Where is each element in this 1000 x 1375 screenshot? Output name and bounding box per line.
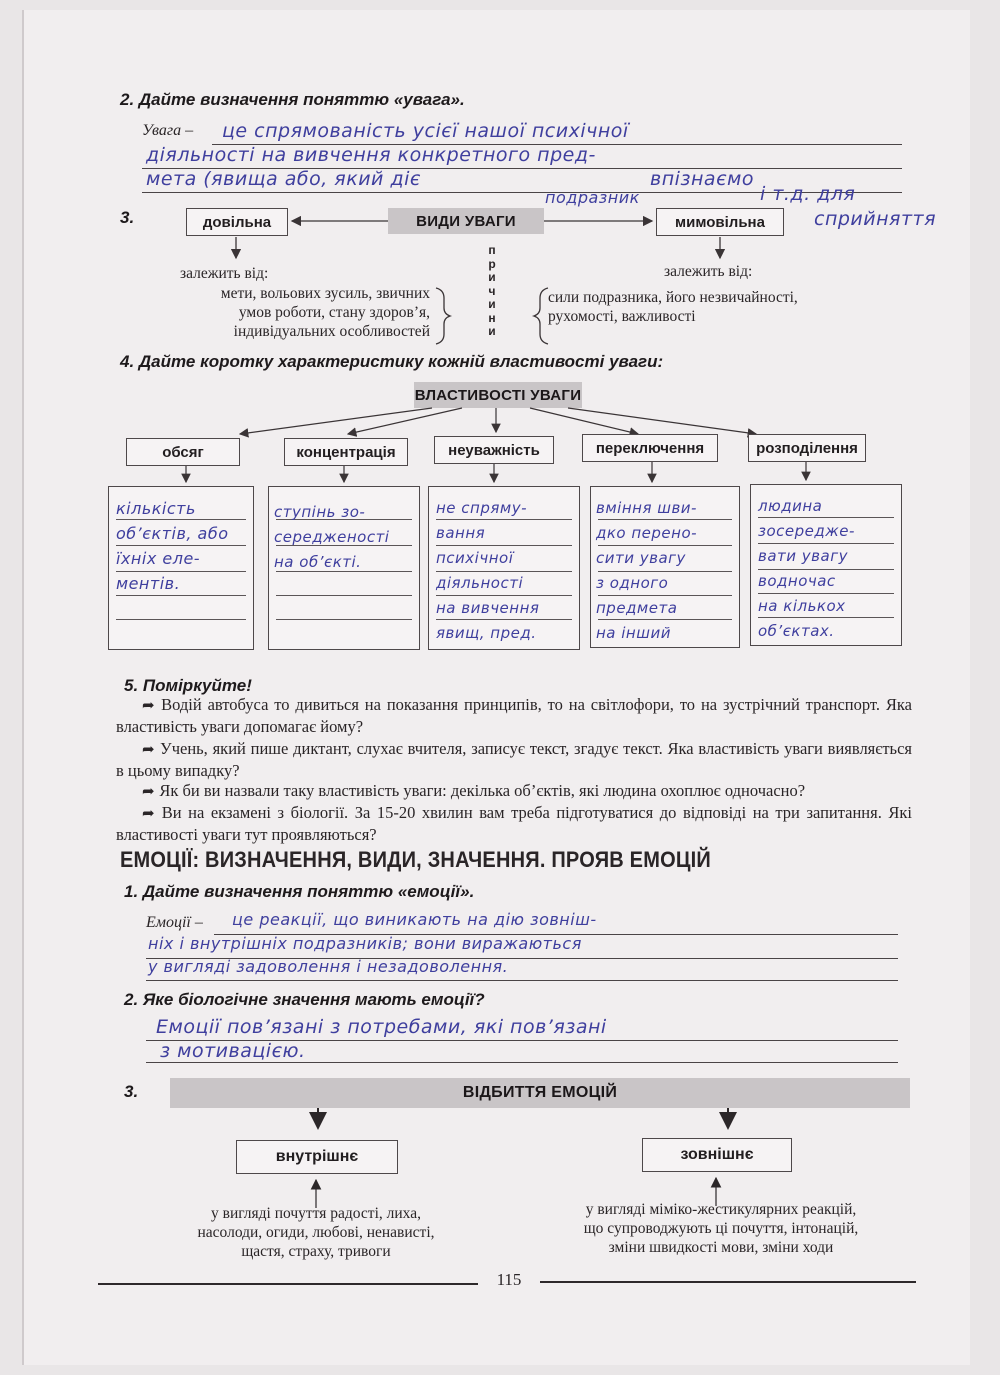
hw-line: вміння шви- bbox=[596, 499, 697, 517]
hw-line: вання bbox=[436, 524, 486, 542]
desc-line: що супроводжують ці почуття, інтонацій, bbox=[583, 1220, 859, 1237]
q5-item-text: Як би ви назвали таку властивість уваги: декілька об’єктів, які людина охоплює одночасно? bbox=[159, 781, 806, 800]
arrow-icon: ➦ bbox=[142, 804, 162, 822]
emotions-q1-label: Емоції – bbox=[146, 914, 203, 931]
emotions-q3-number: 3. bbox=[124, 1082, 139, 1101]
page-number: 115 bbox=[496, 1270, 522, 1289]
desc-line: щастя, страху, тривоги bbox=[241, 1243, 391, 1260]
q3-number: 3. bbox=[120, 208, 135, 227]
q2-handwriting-line: діяльності на вивчення конкретного пред- bbox=[146, 144, 596, 166]
hw-line: водночас bbox=[758, 572, 836, 590]
cause-line: рухомості, важливості bbox=[548, 308, 696, 325]
emotions-q1-hw-line: ніх і внутрішніх подразників; вони виражаються bbox=[148, 934, 582, 953]
hw-line: на об’єкті. bbox=[274, 553, 362, 571]
vertical-letter: р bbox=[488, 256, 496, 271]
property-label-concentration: концентрація bbox=[284, 438, 408, 466]
hw-line: психічної bbox=[436, 549, 514, 567]
hw-line: ментів. bbox=[116, 574, 181, 593]
hw-line: з одного bbox=[596, 574, 669, 592]
arrow-icon: ➦ bbox=[142, 740, 161, 758]
arrow-icon: ➦ bbox=[142, 696, 162, 714]
q2-handwriting-line: впізнаємо bbox=[650, 168, 754, 190]
q2-handwriting-line: це спрямованість усієї нашої психічної bbox=[222, 120, 629, 142]
involuntary-depends-label: залежить від: bbox=[664, 263, 753, 280]
emotions-q2-hw-line: Емоції пов’язані з потребами, які пов’язані bbox=[156, 1016, 607, 1038]
hw-line: вати увагу bbox=[758, 547, 848, 565]
voluntary-depends-label: залежить від: bbox=[180, 265, 269, 282]
hw-line: об’єктах. bbox=[758, 622, 835, 640]
q5-item-text: Учень, який пише диктант, слухає вчителя, записує текст, згадує текст. Яка властивість уваги виявляється в цьому випадку? bbox=[116, 739, 912, 780]
inner-expression-box: внутрішнє bbox=[236, 1140, 398, 1174]
q5-item-text: Ви на екзамені з біології. За 15-20 хвилин вам треба підготуватися до відповіді на три запитання. Які властивості уваги тут проявляються? bbox=[116, 803, 912, 844]
hw-line: на вивчення bbox=[436, 599, 540, 617]
cause-line: індивідуальних особливостей bbox=[233, 323, 430, 340]
desc-line: у вигляді почуття радості, лиха, bbox=[211, 1205, 421, 1222]
involuntary-box: мимовільна bbox=[656, 208, 784, 236]
hw-line: предмета bbox=[596, 599, 678, 617]
emotions-q1-title: 1. Дайте визначення поняттю «емоції». bbox=[124, 882, 475, 901]
hw-line: їхніх еле- bbox=[116, 549, 201, 568]
footer-rule-left bbox=[98, 1283, 478, 1285]
emotion-reflection-banner: ВІДБИТТЯ ЕМОЦІЙ bbox=[170, 1078, 910, 1108]
vertical-letter: п bbox=[488, 243, 496, 257]
attention-properties-banner: ВЛАСТИВОСТІ УВАГИ bbox=[414, 382, 582, 408]
hw-line: середженості bbox=[274, 528, 390, 546]
hw-line: сити увагу bbox=[596, 549, 686, 567]
hw-line: не спряму- bbox=[436, 499, 528, 517]
q4-title: 4. Дайте коротку характеристику кожній властивості уваги: bbox=[120, 352, 664, 371]
hw-line: явищ, пред. bbox=[436, 624, 537, 642]
cause-line: сили подразника, його незвичайності, bbox=[548, 289, 798, 306]
property-label-volume: обсяг bbox=[126, 438, 240, 466]
property-label-inattention: неуважність bbox=[434, 436, 554, 464]
property-label-distribution: розподілення bbox=[748, 434, 866, 462]
q2-handwriting-line: мета (явища або, який діє bbox=[146, 168, 421, 190]
attention-types-banner: ВИДИ УВАГИ bbox=[388, 208, 544, 234]
vertical-letter: и bbox=[488, 324, 496, 338]
cause-line: мети, вольових зусиль, звичних bbox=[220, 285, 430, 302]
q2-handwriting-line: і т.д. для bbox=[760, 183, 856, 205]
voluntary-box: довільна bbox=[186, 208, 288, 236]
outer-expression-description bbox=[536, 1200, 906, 1257]
vertical-letter: и bbox=[488, 270, 496, 284]
hw-line: ступінь зо- bbox=[274, 503, 366, 521]
outer-expression-box: зовнішнє bbox=[642, 1138, 792, 1172]
q5-item-text: Водій автобуса то дивиться на показання принципів, то на світлофори, то на зустрічний транспорт. Яка властивість уваги допомагає йому? bbox=[116, 695, 912, 736]
desc-line: зміни швидкості мови, зміни ходи bbox=[608, 1239, 834, 1256]
hw-line: людина bbox=[758, 497, 823, 515]
q2-handwriting-line: подразник bbox=[545, 188, 640, 207]
footer-rule-right bbox=[540, 1281, 916, 1283]
emotions-q2-title: 2. Яке біологічне значення мають емоції? bbox=[124, 990, 485, 1009]
inner-expression-description bbox=[156, 1204, 476, 1261]
hw-line: дко перено- bbox=[596, 524, 698, 542]
hw-line: зосередже- bbox=[758, 522, 855, 540]
property-label-switching: переключення bbox=[582, 434, 718, 462]
arrow-icon: ➦ bbox=[142, 782, 160, 800]
emotions-q2-hw-line: з мотивацією. bbox=[160, 1040, 306, 1062]
cause-line: умов роботи, стану здоров’я, bbox=[238, 304, 430, 321]
desc-line: у вигляді міміко-жестикулярних реакцій, bbox=[585, 1201, 857, 1218]
vertical-letter: ч bbox=[488, 283, 496, 298]
emotions-q1-hw-line: це реакції, що виникають на дію зовніш- bbox=[232, 910, 597, 929]
q2-label: Увага – bbox=[142, 122, 194, 139]
q2-handwriting-line: сприйняття bbox=[814, 208, 937, 230]
desc-line: насолоди, огиди, любові, ненависті, bbox=[197, 1224, 435, 1241]
hw-line: діяльності bbox=[436, 574, 524, 592]
q5-title: 5. Поміркуйте! bbox=[124, 676, 252, 695]
hw-line: кількість bbox=[116, 499, 196, 518]
emotions-heading: ЕМОЦІЇ: ВИЗНАЧЕННЯ, ВИДИ, ЗНАЧЕННЯ. ПРОЯВ ЕМОЦІЙ bbox=[120, 848, 711, 873]
q2-title: 2. Дайте визначення поняттю «увага». bbox=[120, 90, 465, 109]
vertical-letter: н bbox=[488, 310, 496, 325]
hw-line: на інший bbox=[596, 624, 671, 642]
emotions-q1-hw-line: у вигляді задоволення і незадоволення. bbox=[148, 957, 509, 976]
vertical-letter: и bbox=[488, 297, 496, 311]
hw-line: об’єктів, або bbox=[116, 524, 229, 543]
hw-line: на кількох bbox=[758, 597, 846, 615]
